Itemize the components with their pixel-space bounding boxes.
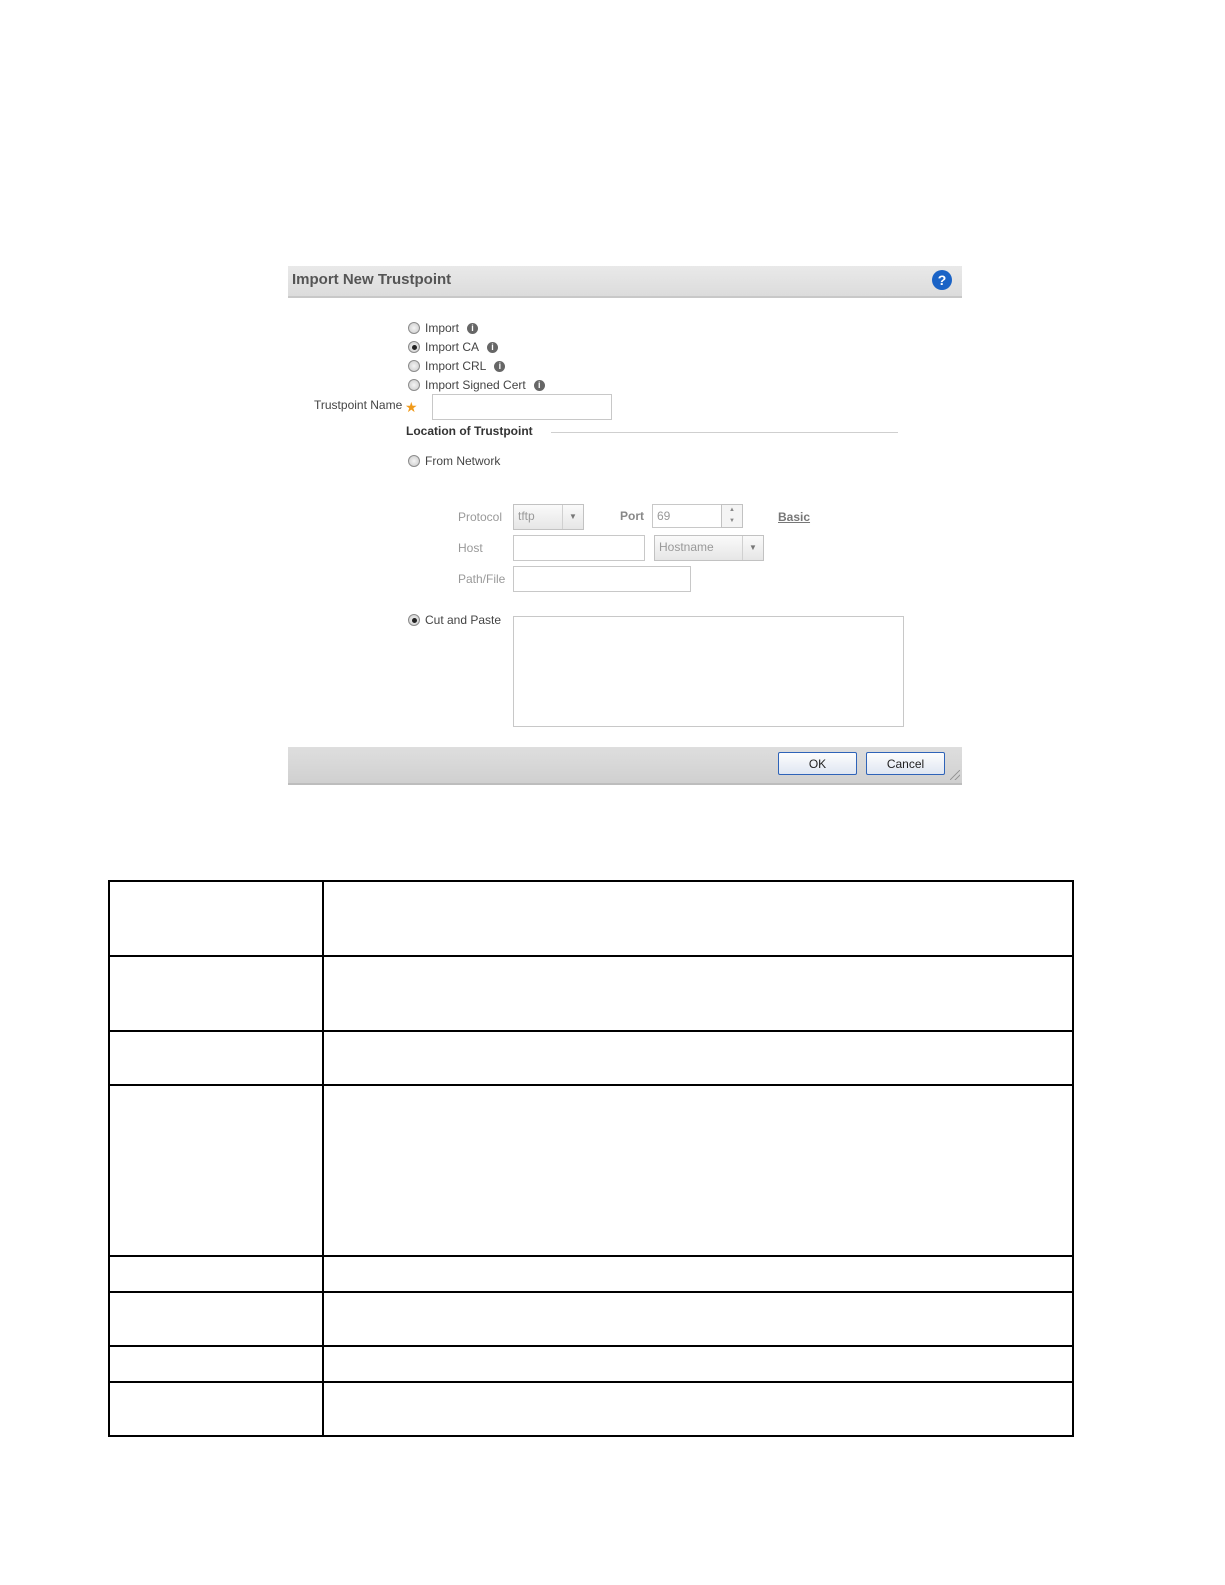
protocol-label: Protocol xyxy=(458,510,503,524)
resize-grip-icon[interactable] xyxy=(950,770,960,780)
chevron-down-icon: ▼ xyxy=(562,505,583,529)
table-cell xyxy=(323,1256,1073,1292)
location-section-title: Location of Trustpoint xyxy=(406,424,533,438)
table-row xyxy=(109,881,1073,956)
table-cell xyxy=(323,1031,1073,1085)
table-cell xyxy=(323,881,1073,956)
radio-from-network[interactable] xyxy=(408,453,500,469)
required-star-icon: ★ xyxy=(405,399,418,415)
question-icon[interactable]: ? xyxy=(932,270,952,290)
radio-label: Import xyxy=(425,321,460,335)
cancel-button[interactable]: Cancel xyxy=(866,752,945,775)
table-cell xyxy=(323,1292,1073,1346)
dialog-header xyxy=(288,266,962,298)
path-file-label: Path/File xyxy=(458,572,506,586)
table-cell xyxy=(109,1256,323,1292)
table-cell xyxy=(109,1292,323,1346)
info-icon[interactable]: i xyxy=(534,380,545,391)
table-cell xyxy=(323,1382,1073,1436)
info-icon[interactable]: i xyxy=(494,361,505,372)
radio-label: Cut and Paste xyxy=(425,613,502,627)
table-row xyxy=(109,1085,1073,1256)
trustpoint-name-input[interactable] xyxy=(432,394,612,420)
radio-button[interactable] xyxy=(408,614,420,626)
table-row xyxy=(109,1292,1073,1346)
radio-import-crl[interactable] xyxy=(408,358,505,374)
path-file-input[interactable] xyxy=(513,566,691,592)
dialog-footer xyxy=(288,747,962,785)
radio-import-signed-cert[interactable] xyxy=(408,377,545,393)
host-input[interactable] xyxy=(513,535,645,561)
table-cell xyxy=(109,956,323,1031)
protocol-select[interactable] xyxy=(513,504,584,530)
host-type-value: Hostname xyxy=(659,540,714,554)
trustpoint-name-label: Trustpoint Name xyxy=(314,398,403,412)
radio-button[interactable] xyxy=(408,360,420,372)
basic-link[interactable]: Basic xyxy=(778,510,811,524)
cut-paste-textarea[interactable] xyxy=(513,616,904,727)
port-input[interactable] xyxy=(652,504,722,528)
table-cell xyxy=(109,1346,323,1382)
radio-import[interactable] xyxy=(408,320,478,336)
radio-label: From Network xyxy=(425,454,501,468)
radio-label: Import CRL xyxy=(425,359,487,373)
radio-cut-and-paste[interactable] xyxy=(408,612,501,628)
import-trustpoint-dialog xyxy=(288,266,962,785)
radio-button[interactable] xyxy=(408,322,420,334)
ok-button[interactable]: OK xyxy=(778,752,857,775)
table-cell xyxy=(323,956,1073,1031)
table-cell xyxy=(323,1085,1073,1256)
radio-import-ca[interactable] xyxy=(408,339,498,355)
info-icon[interactable]: i xyxy=(487,342,498,353)
section-divider xyxy=(551,432,898,433)
table-cell xyxy=(109,1085,323,1256)
port-stepper[interactable]: ▲ ▼ xyxy=(721,504,743,528)
table-row xyxy=(109,1382,1073,1436)
table-cell xyxy=(323,1346,1073,1382)
radio-button[interactable] xyxy=(408,341,420,353)
host-label: Host xyxy=(458,541,483,555)
description-table xyxy=(108,880,1074,1437)
radio-button[interactable] xyxy=(408,455,420,467)
table-row xyxy=(109,1346,1073,1382)
table-cell xyxy=(109,881,323,956)
dialog-title: Import New Trustpoint xyxy=(292,271,452,288)
host-type-select[interactable] xyxy=(654,535,764,561)
table-row xyxy=(109,1256,1073,1292)
radio-button[interactable] xyxy=(408,379,420,391)
table-row xyxy=(109,1031,1073,1085)
info-icon[interactable]: i xyxy=(467,323,478,334)
protocol-value: tftp xyxy=(518,509,535,523)
chevron-down-icon: ▼ xyxy=(742,536,763,560)
table-cell xyxy=(109,1382,323,1436)
table-row xyxy=(109,956,1073,1031)
radio-label: Import Signed Cert xyxy=(425,378,526,392)
radio-label: Import CA xyxy=(425,340,480,354)
table-cell xyxy=(109,1031,323,1085)
port-label: Port xyxy=(620,509,644,523)
